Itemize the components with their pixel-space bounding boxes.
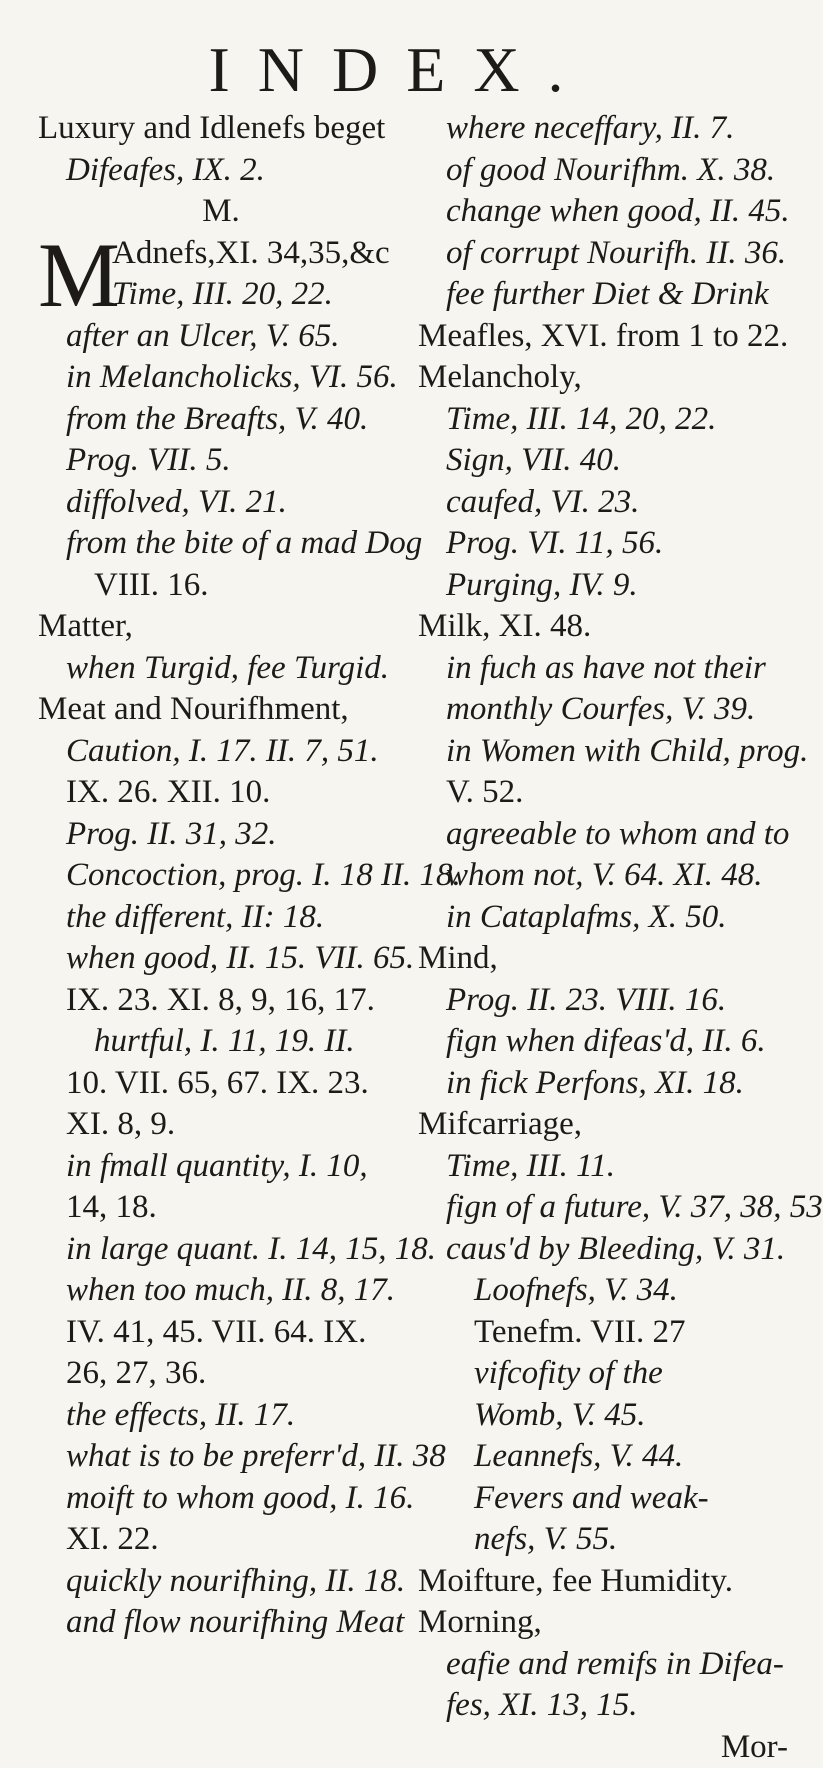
entry-line: moift to whom good, I. 16. xyxy=(38,1478,404,1520)
entry-line: the different, II: 18. xyxy=(38,897,404,939)
entry-line: Caution, I. 17. II. 7, 51. xyxy=(38,731,404,773)
entry-line: after an Ulcer, V. 65. xyxy=(38,316,404,358)
entry-line: fign when difeas'd, II. 6. xyxy=(418,1021,788,1063)
entry-line: Meat and Nourifhment, xyxy=(38,689,404,731)
entry-line: Loofnefs, V. 34. xyxy=(418,1270,788,1312)
entry-line: Difeafes, IX. 2. xyxy=(38,150,404,192)
entry-line: Melancholy, xyxy=(418,357,788,399)
entry-line: 26, 27, 36. xyxy=(38,1353,404,1395)
entry-line: fee further Diet & Drink xyxy=(418,274,788,316)
entry-line: Prog. VII. 5. xyxy=(38,440,404,482)
left-column xyxy=(38,108,404,1644)
entry-line: Womb, V. 45. xyxy=(418,1395,788,1437)
entry-line: from the Breafts, V. 40. xyxy=(38,399,404,441)
entry-line: Moifture, fee Humidity. xyxy=(418,1561,788,1603)
entry-line: Time, III. 11. xyxy=(418,1146,788,1188)
entry-line: in Melancholicks, VI. 56. xyxy=(38,357,404,399)
right-column xyxy=(418,108,788,1768)
entry-line: 14, 18. xyxy=(38,1187,404,1229)
entry-line: Prog. VI. 11, 56. xyxy=(418,523,788,565)
entry-line: Leannefs, V. 44. xyxy=(418,1436,788,1478)
entry-line: change when good, II. 45. xyxy=(418,191,788,233)
entry-line: Matter, xyxy=(38,606,404,648)
entry-line: fign of a future, V. 37, 38, 53 xyxy=(418,1187,788,1229)
entry-line: Time, III. 20, 22. xyxy=(112,274,333,316)
entry-line: Fevers and weak- xyxy=(418,1478,788,1520)
entry-line: Tenefm. VII. 27 xyxy=(418,1312,788,1354)
entry-line: V. 52. xyxy=(418,772,788,814)
entry-line: vifcofity of the xyxy=(418,1353,788,1395)
entry-line: Purging, IV. 9. xyxy=(418,565,788,607)
entry-line: of corrupt Nourifh. II. 36. xyxy=(418,233,788,275)
entry-line: in fick Perfons, XI. 18. xyxy=(418,1063,788,1105)
entry-line: 10. VII. 65, 67. IX. 23. xyxy=(38,1063,404,1105)
entry-line: VIII. 16. xyxy=(38,565,404,607)
catchword: Mor- xyxy=(418,1727,788,1768)
entry-line: caufed, VI. 23. xyxy=(418,482,788,524)
entry-line: Meafles, XVI. from 1 to 22. xyxy=(418,316,788,358)
entry-line: Adnefs,XI. 34,35,&c xyxy=(112,233,390,275)
entry-line: IX. 26. XII. 10. xyxy=(38,772,404,814)
entry-line: monthly Courfes, V. 39. xyxy=(418,689,788,731)
entry-line: diffolved, VI. 21. xyxy=(38,482,404,524)
entry-line: Morning, xyxy=(418,1602,788,1644)
entry-line: in fuch as have not their xyxy=(418,648,788,690)
entry-line: when too much, II. 8, 17. xyxy=(38,1270,404,1312)
entry-line: Concoction, prog. I. 18 II. 18. xyxy=(38,855,404,897)
entry-line: caus'd by Bleeding, V. 31. xyxy=(418,1229,788,1271)
page-title: INDEX. xyxy=(0,38,800,102)
entry-line: where neceffary, II. 7. xyxy=(418,108,788,150)
entry-line: the effects, II. 17. xyxy=(38,1395,404,1437)
entry-line: Sign, VII. 40. xyxy=(418,440,788,482)
entry-line: agreeable to whom and to xyxy=(418,814,788,856)
drop-cap-letter: M xyxy=(38,229,120,321)
entry-line: whom not, V. 64. XI. 48. xyxy=(418,855,788,897)
entry-line: nefs, V. 55. xyxy=(418,1519,788,1561)
entry-line: IV. 41, 45. VII. 64. IX. xyxy=(38,1312,404,1354)
entry-line: quickly nourifhing, II. 18. xyxy=(38,1561,404,1603)
entry-line: and flow nourifhing Meat xyxy=(38,1602,404,1644)
entry-line: IX. 23. XI. 8, 9, 16, 17. xyxy=(38,980,404,1022)
entry-line: fes, XI. 13, 15. xyxy=(418,1685,788,1727)
entry-line: Prog. II. 31, 32. xyxy=(38,814,404,856)
entry-line: eafie and remifs in Difea- xyxy=(418,1644,788,1686)
entry-line: in large quant. I. 14, 15, 18. xyxy=(38,1229,404,1271)
entry-line: in Cataplafms, X. 50. xyxy=(418,897,788,939)
entry-line: of good Nourifhm. X. 38. xyxy=(418,150,788,192)
entry-line: Time, III. 14, 20, 22. xyxy=(418,399,788,441)
drop-cap-entry xyxy=(38,233,404,316)
entry-line: XI. 22. xyxy=(38,1519,404,1561)
entry-line: when Turgid, fee Turgid. xyxy=(38,648,404,690)
entry-line: Mind, xyxy=(418,938,788,980)
entry-line: hurtful, I. 11, 19. II. xyxy=(38,1021,404,1063)
entry-line: Luxury and Idlenefs beget xyxy=(38,108,404,150)
entry-line: from the bite of a mad Dog xyxy=(38,523,404,565)
entry-line: XI. 8, 9. xyxy=(38,1104,404,1146)
entry-line: what is to be preferr'd, II. 38 xyxy=(38,1436,404,1478)
entry-line: in Women with Child, prog. xyxy=(418,731,788,773)
entry-line: in fmall quantity, I. 10, xyxy=(38,1146,404,1188)
entry-line: when good, II. 15. VII. 65. xyxy=(38,938,404,980)
entry-line: Milk, XI. 48. xyxy=(418,606,788,648)
entry-line: Mifcarriage, xyxy=(418,1104,788,1146)
section-letter: M. xyxy=(38,191,404,233)
entry-line: Prog. II. 23. VIII. 16. xyxy=(418,980,788,1022)
